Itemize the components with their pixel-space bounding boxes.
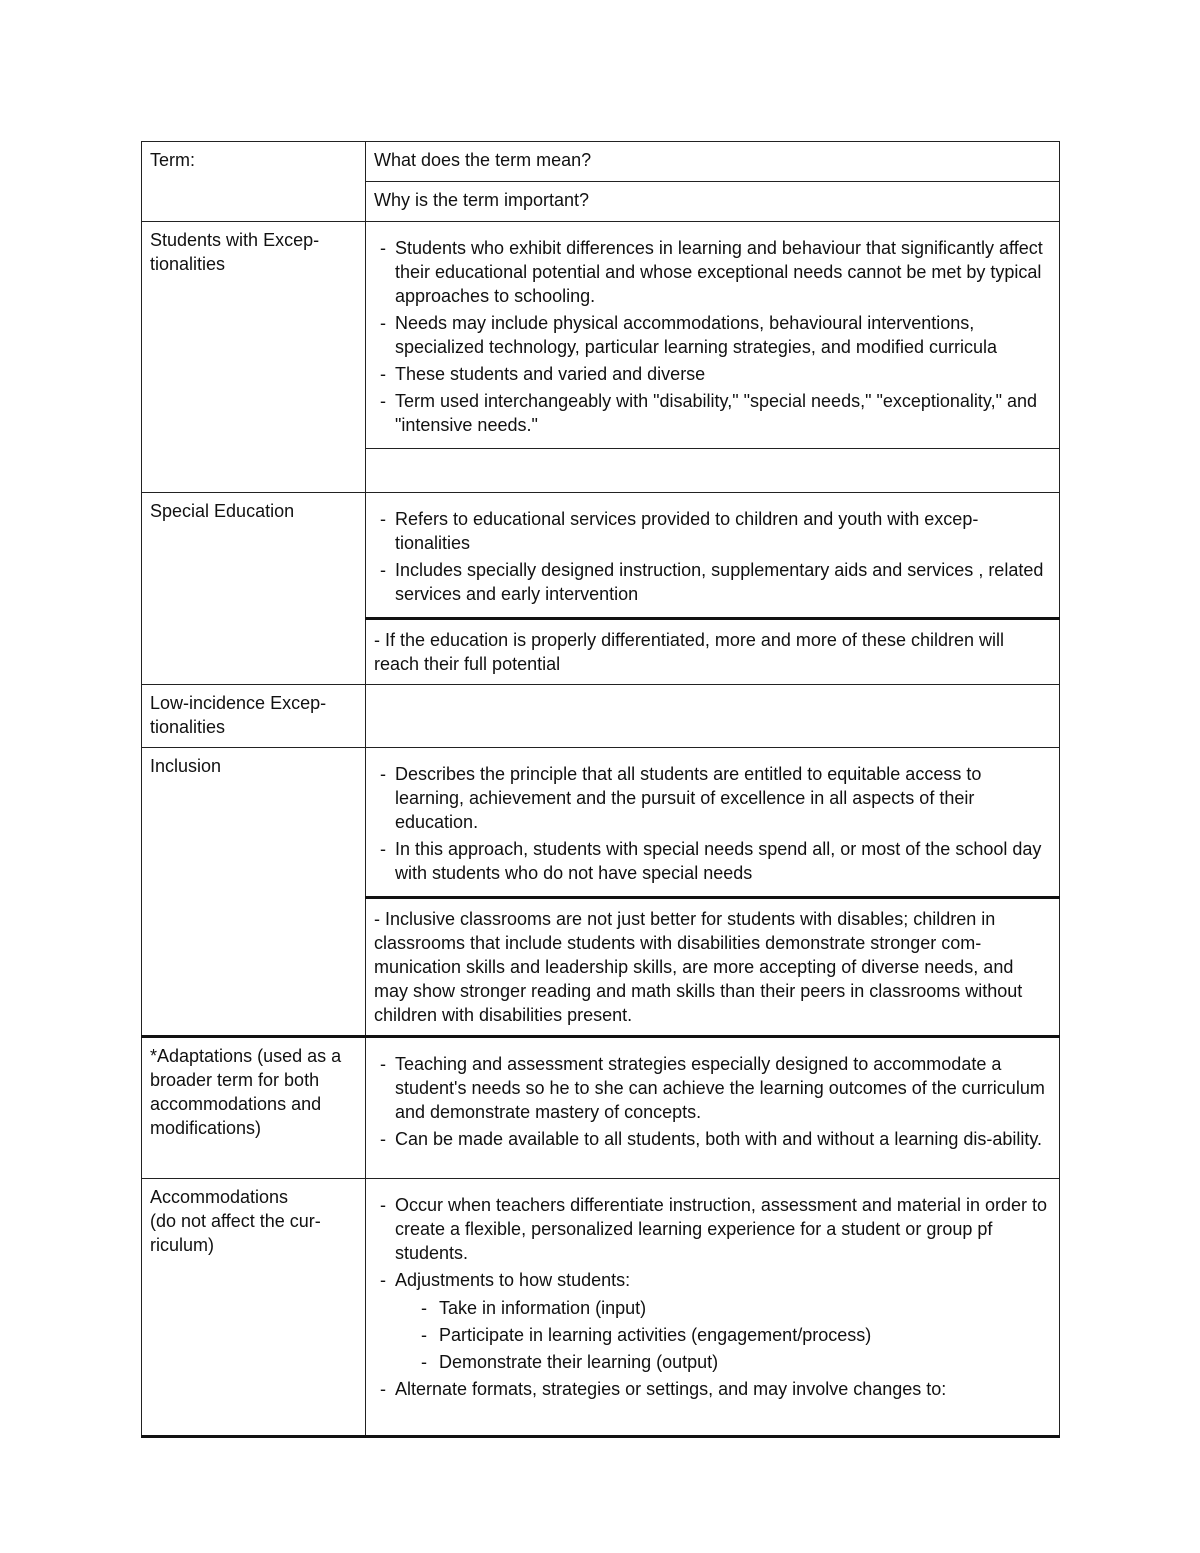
term-cell [142, 493, 366, 685]
importance-header-cell [366, 182, 1060, 222]
term-label: Inclusion [150, 756, 222, 776]
meaning-question: What does the term mean? [374, 150, 592, 170]
list-item [374, 1268, 1051, 1374]
sub-list [395, 1296, 1051, 1374]
list-item: - Includes specially designed instruction, supplementary aids and services , related services and early intervention [374, 558, 1051, 606]
term-header-cell [142, 142, 366, 222]
importance-cell-empty [366, 449, 1060, 493]
term-cell [142, 685, 366, 748]
importance-cell [366, 619, 1060, 685]
list-item: - Refers to educational services provided to children and youth with excep-tionalities [374, 507, 1051, 555]
meaning-list [374, 762, 1051, 885]
term-label: *Adaptations (used as a broader term for both accommodations and modifications) [150, 1046, 342, 1138]
importance-text: - Inclusive classrooms are not just better for students with disables; children in classrooms that include students with disabilities demonstrate stronger com-munication skills and leadership skills, are more accepting of diverse needs, and may show stronger reading and math skills than their peers in classrooms without children with disabilities present. [374, 909, 1023, 1025]
list-item: - Occur when teachers differentiate instruction, assessment and material in order to create a flexible, personalized learning experience for a student or group pf students. [374, 1193, 1051, 1265]
term-cell [142, 1037, 366, 1179]
meaning-header-cell [366, 142, 1060, 182]
term-cell [142, 1179, 366, 1437]
list-item: - In this approach, students with special needs spend all, or most of the school day with students who do not have special needs [374, 837, 1051, 885]
table-row [142, 685, 1060, 748]
term-label: Low-incidence Excep-tionalities [150, 693, 327, 737]
term-label: Students with Excep-tionalities [150, 230, 320, 274]
meaning-list [374, 507, 1051, 606]
meaning-cell [366, 1179, 1060, 1437]
list-item: - Students who exhibit differences in learning and behaviour that significantly affect their educational potential and whose exceptional needs cannot be met by typical approaches to schooling. [374, 236, 1051, 308]
term-cell [142, 222, 366, 493]
list-item: - These students and varied and diverse [374, 362, 1051, 386]
header-row [142, 142, 1060, 182]
terms-table [141, 141, 1060, 1438]
list-item: - Alternate formats, strategies or settings, and may involve changes to: [374, 1377, 1051, 1401]
meaning-list [374, 1193, 1051, 1401]
sub-list-item: - Participate in learning activities (engagement/process) [395, 1323, 1051, 1347]
term-sublabel: (do not affect the cur-riculum) [150, 1211, 321, 1255]
meaning-cell [366, 748, 1060, 898]
importance-text: - If the education is properly differentiated, more and more of these children will reach their full potential [374, 630, 1004, 674]
meaning-cell-empty [366, 685, 1060, 748]
list-item-text: Adjustments to how students: [395, 1270, 631, 1290]
term-label: Special Education [150, 501, 295, 521]
meaning-list [374, 236, 1051, 437]
list-item: - Needs may include physical accommodations, behavioural interventions, specialized technology, particular learning strategies, and modified curricula [374, 311, 1051, 359]
importance-cell [366, 898, 1060, 1037]
meaning-list [374, 1052, 1051, 1151]
list-item: - Describes the principle that all students are entitled to equitable access to learning, achievement and the pursuit of excellence in all aspects of their education. [374, 762, 1051, 834]
table-row [142, 1179, 1060, 1437]
meaning-cell [366, 222, 1060, 449]
list-item: - Teaching and assessment strategies especially designed to accommodate a student's needs so he to she can achieve the learning outcomes of the curriculum and demonstrate mastery of concepts. [374, 1052, 1051, 1124]
term-label: Accommodations [150, 1187, 289, 1207]
list-item: - Term used interchangeably with "disability," "special needs," "exceptionality," and "intensive needs." [374, 389, 1051, 437]
table-row [142, 748, 1060, 898]
importance-question: Why is the term important? [374, 190, 590, 210]
term-header-label: Term: [150, 150, 195, 170]
sub-list-item: - Take in information (input) [395, 1296, 1051, 1320]
meaning-cell [366, 493, 1060, 619]
table-row [142, 222, 1060, 449]
table-row [142, 493, 1060, 619]
meaning-cell [366, 1037, 1060, 1179]
sub-list-item: - Demonstrate their learning (output) [395, 1350, 1051, 1374]
term-cell [142, 748, 366, 1037]
list-item: - Can be made available to all students, both with and without a learning dis-ability. [374, 1127, 1051, 1151]
table-row [142, 1037, 1060, 1179]
